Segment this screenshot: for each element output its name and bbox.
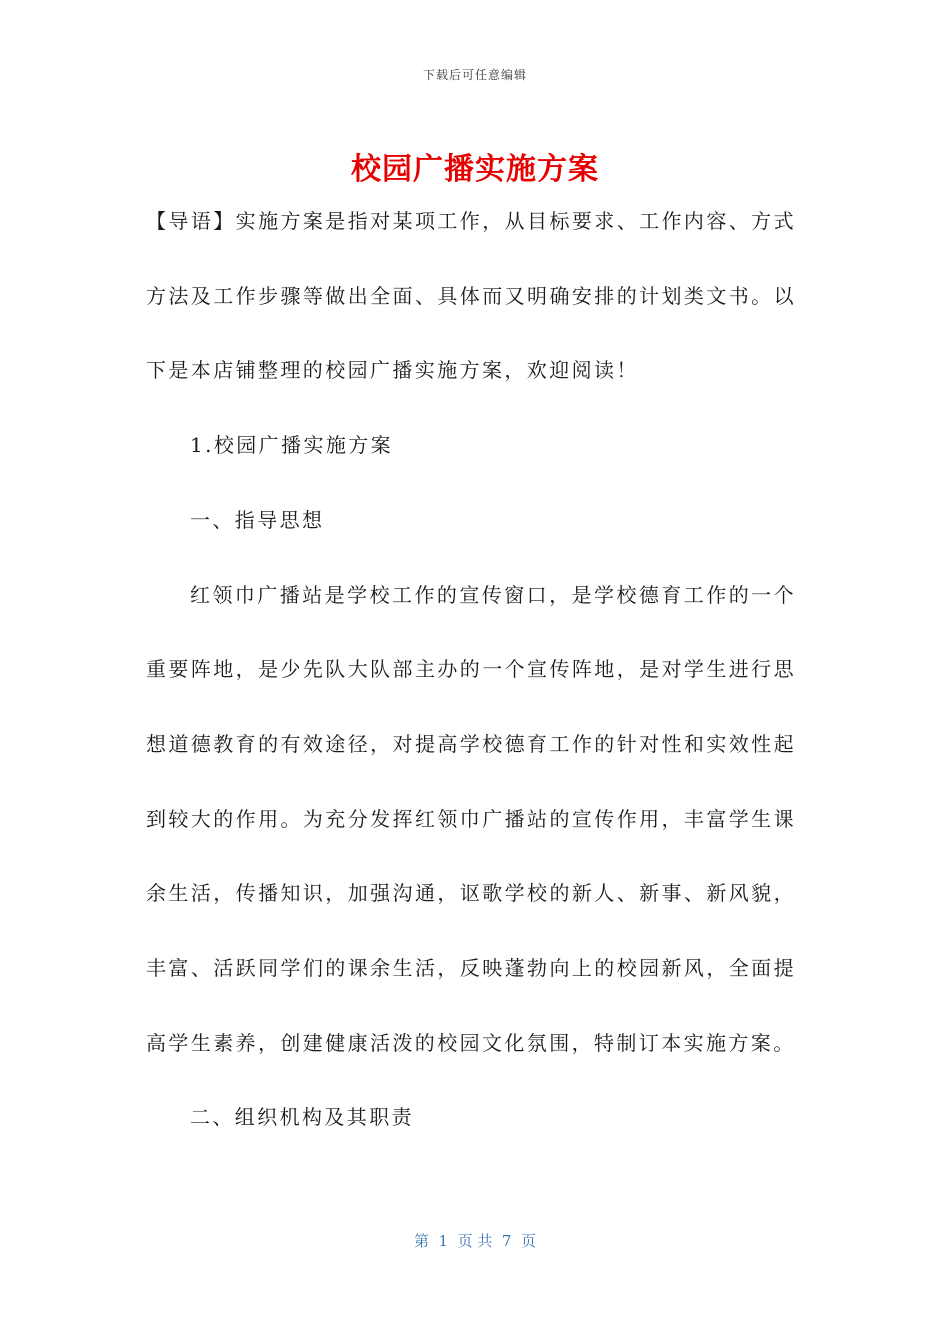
subheading-organization: 二、组织机构及其职责	[190, 1105, 414, 1130]
document-body	[146, 184, 796, 1155]
subheading-guiding-thought: 一、指导思想	[190, 507, 325, 532]
header-note: 下载后可任意编辑	[422, 68, 527, 82]
page-number: 第 1 页 共 7 页	[414, 1232, 536, 1250]
intro-paragraph: 【导语】实施方案是指对某项工作，从目标要求、工作内容、方式方法及工作步骤等做出全面、具体而又明确安排的计划类文书。以下是本店铺整理的校园广播实施方案，欢迎阅读！	[146, 209, 796, 383]
section-heading-1: 1.校园广播实施方案	[190, 433, 394, 458]
document-title: 校园广播实施方案	[351, 152, 599, 187]
guiding-thought-paragraph: 红领巾广播站是学校工作的宣传窗口，是学校德育工作的一个重要阵地，是少先队大队部主办的一个宣传阵地，是对学生进行思想道德教育的有效途径，对提高学校德育工作的针对性和实效性起到较大的作用。为充分发挥红领巾广播站的宣传作用，丰富学生课余生活，传播知识，加强沟通，讴歌学校的新人、新事、新风貌，丰富、活跃同学们的课余生活，反映蓬勃向上的校园新风，全面提高学生素养，创建健康活泼的校园文化氛围，特制订本实施方案。	[146, 582, 796, 1055]
